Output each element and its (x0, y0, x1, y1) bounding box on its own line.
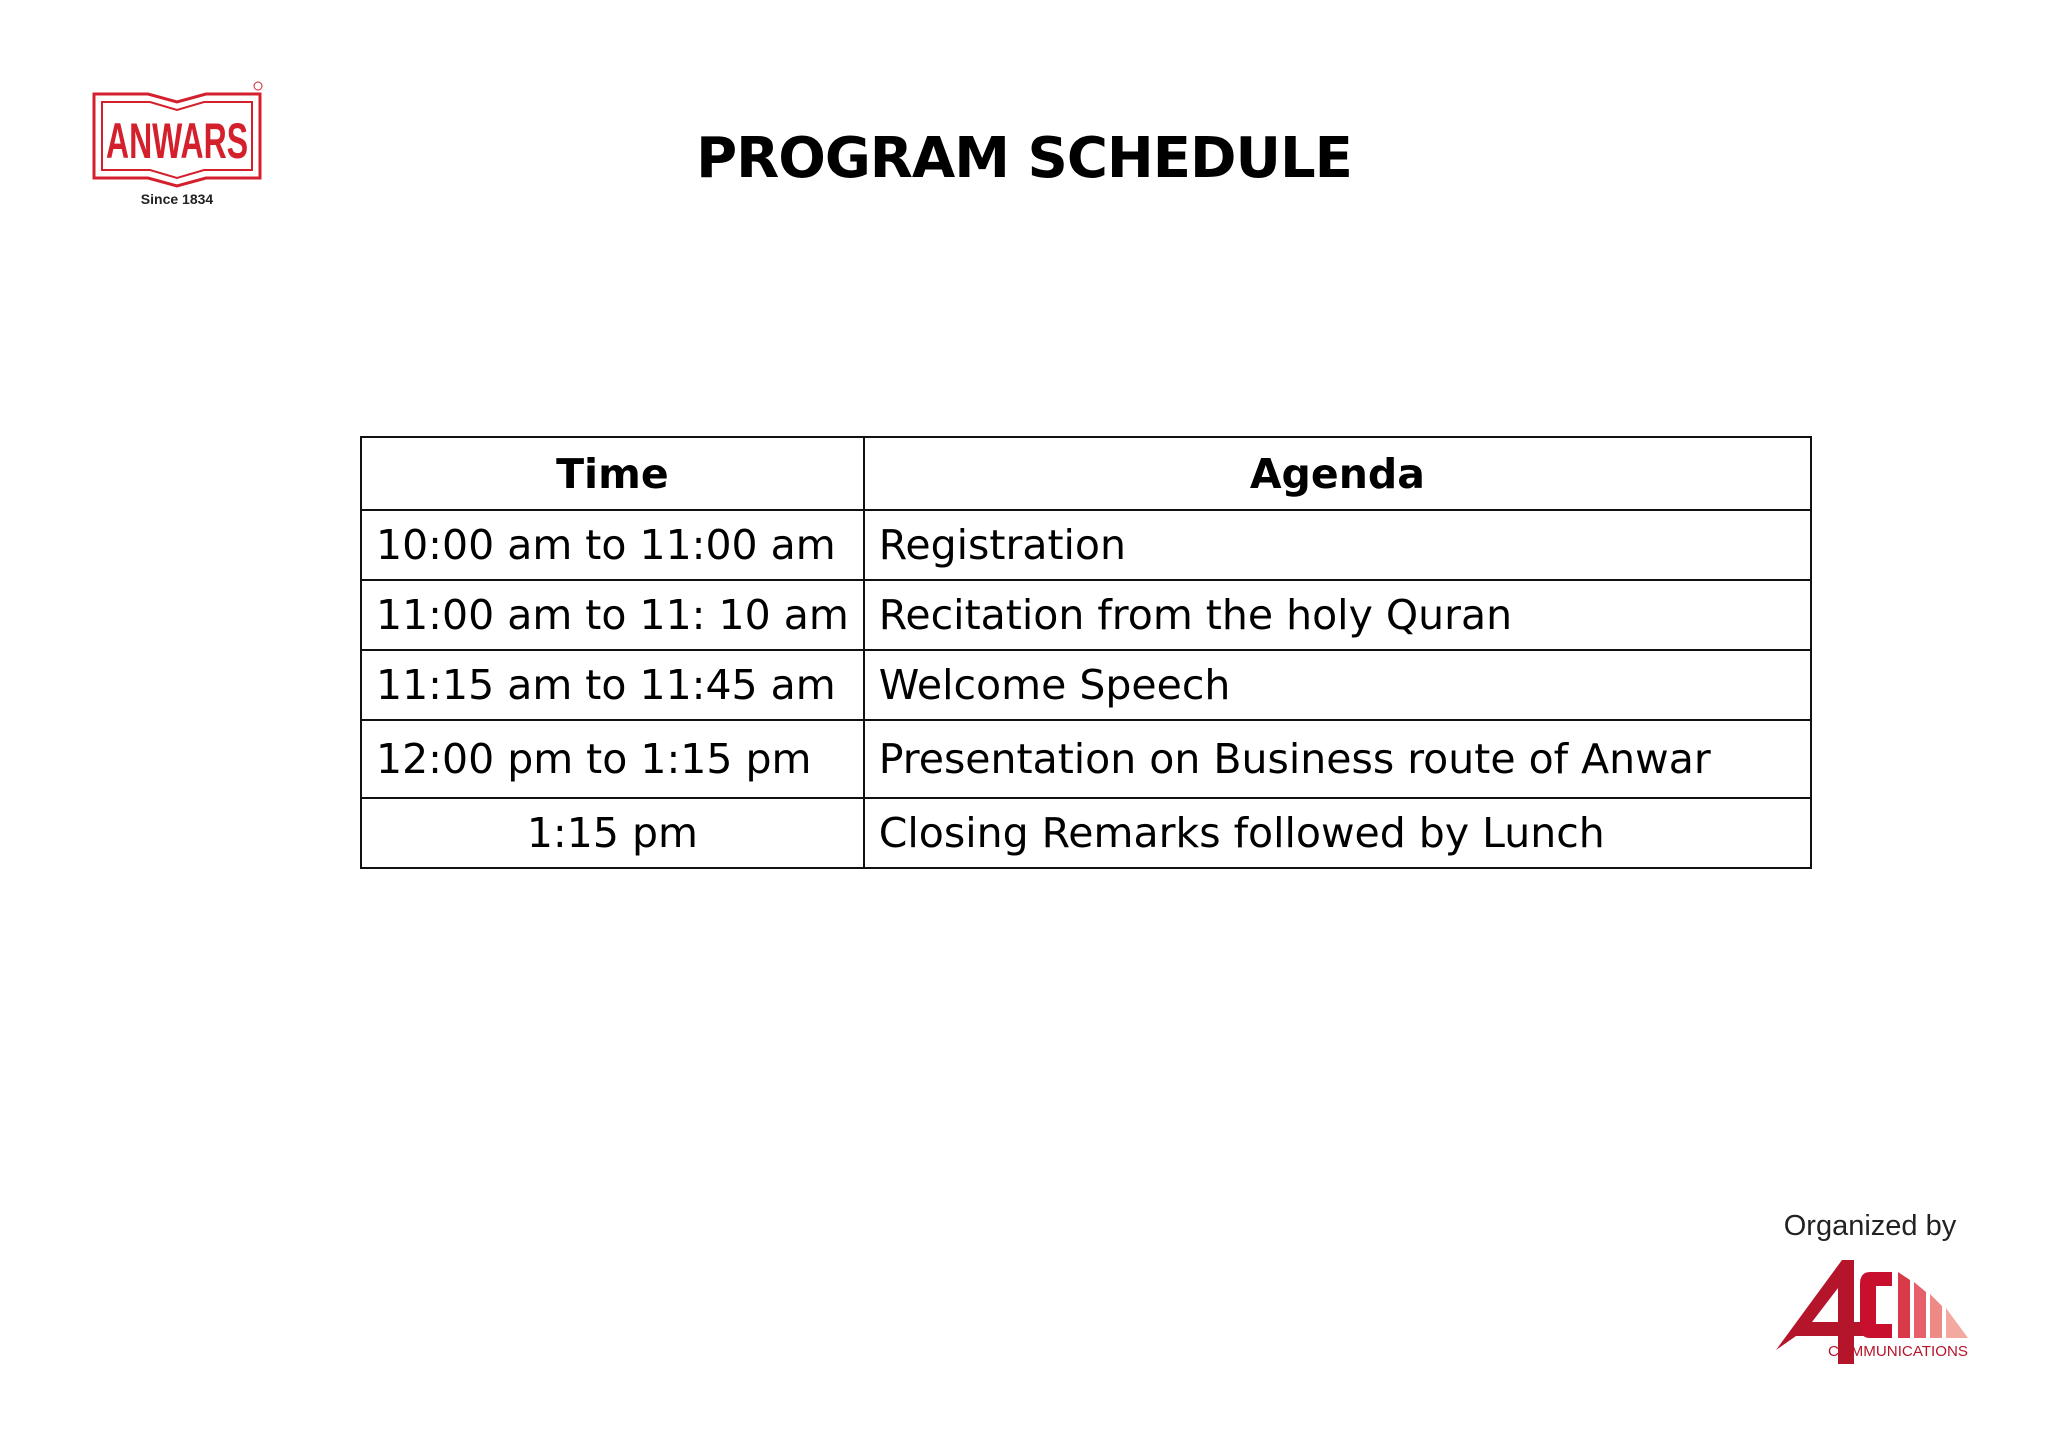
table-row (361, 798, 1811, 868)
4c-logo-text: COMMUNICATIONS (1828, 1343, 1968, 1360)
table-row (361, 650, 1811, 720)
time-cell: 12:00 pm to 1:15 pm (361, 720, 864, 798)
table-row (361, 720, 1811, 798)
column-header-agenda: Agenda (864, 437, 1811, 510)
time-cell: 1:15 pm (361, 798, 864, 868)
page-title: PROGRAM SCHEDULE (696, 126, 1352, 191)
agenda-cell: Presentation on Business route of Anwar (864, 720, 1811, 798)
agenda-cell: Closing Remarks followed by Lunch (864, 798, 1811, 868)
time-cell: 10:00 am to 11:00 am (361, 510, 864, 580)
anwars-logo-text: ANWARS (106, 113, 248, 169)
anwars-logo-tagline: Since 1834 (140, 191, 214, 207)
4c-communications-logo (1772, 1252, 1972, 1380)
time-cell: 11:00 am to 11: 10 am (361, 580, 864, 650)
organizer-block (1760, 1210, 1980, 1380)
agenda-cell: Recitation from the holy Quran (864, 580, 1811, 650)
registered-mark-icon (254, 82, 262, 90)
organized-by-label: Organized by (1783, 1210, 1957, 1242)
table-row (361, 510, 1811, 580)
schedule-table (360, 436, 1812, 869)
time-cell: 11:15 am to 11:45 am (361, 650, 864, 720)
agenda-cell: Registration (864, 510, 1811, 580)
column-header-time: Time (361, 437, 864, 510)
table-header-row (361, 437, 1811, 510)
agenda-cell: Welcome Speech (864, 650, 1811, 720)
table-row (361, 580, 1811, 650)
